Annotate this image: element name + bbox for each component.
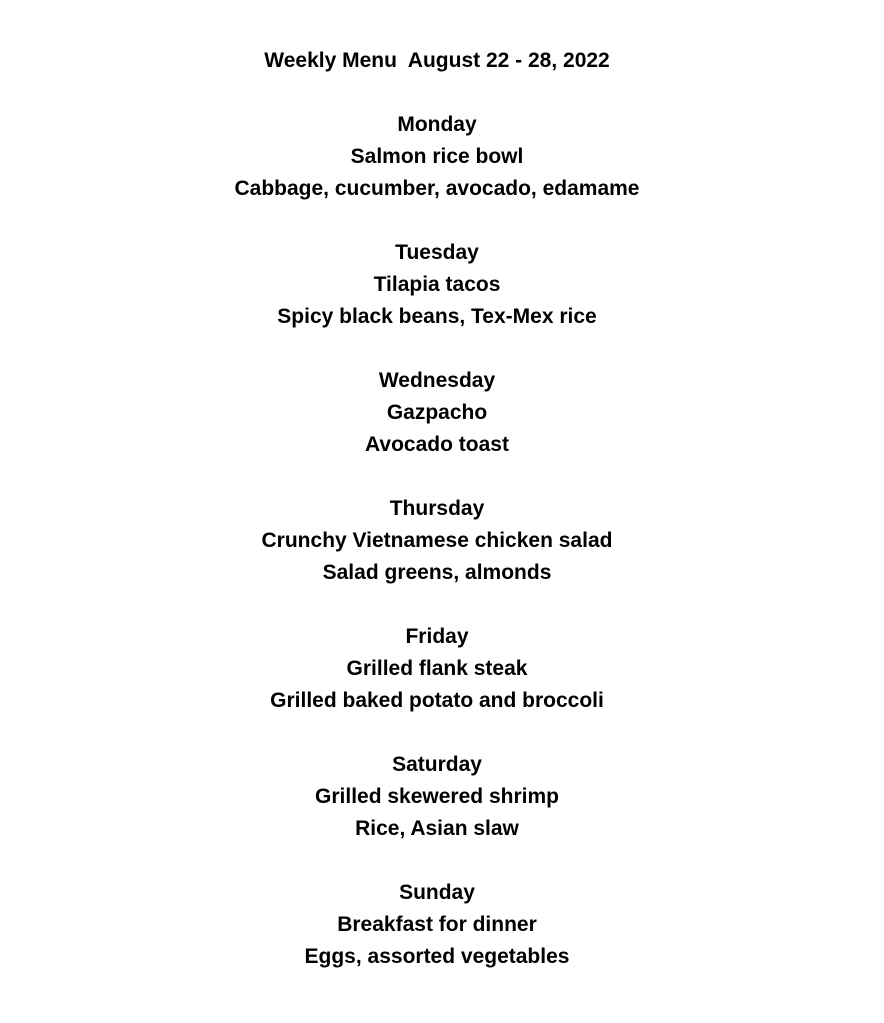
- day-block-saturday: [0, 749, 874, 845]
- day-block-friday: [0, 621, 874, 717]
- day-block-thursday: [0, 493, 874, 589]
- day-block-sunday: [0, 877, 874, 973]
- day-block-tuesday: [0, 237, 874, 333]
- day-name: Thursday: [389, 497, 485, 520]
- menu-title: Weekly Menu August 22 - 28, 2022: [264, 49, 610, 72]
- main-dish: Salmon rice bowl: [350, 145, 524, 168]
- weekly-menu: [0, 45, 874, 973]
- day-name: Saturday: [392, 753, 482, 776]
- main-dish: Grilled flank steak: [346, 657, 528, 680]
- side-dishes: Grilled baked potato and broccoli: [270, 689, 604, 712]
- main-dish: Gazpacho: [386, 401, 488, 424]
- day-name: Sunday: [399, 881, 475, 904]
- side-dishes: Avocado toast: [365, 433, 509, 456]
- day-name: Monday: [397, 113, 477, 136]
- day-name: Wednesday: [378, 369, 496, 392]
- main-dish: Breakfast for dinner: [337, 913, 537, 936]
- day-name: Tuesday: [395, 241, 479, 264]
- main-dish: Crunchy Vietnamese chicken salad: [261, 529, 613, 552]
- day-block-wednesday: [0, 365, 874, 461]
- day-name: Friday: [405, 625, 469, 648]
- side-dishes: Salad greens, almonds: [322, 561, 552, 584]
- side-dishes: Spicy black beans, Tex-Mex rice: [277, 305, 597, 328]
- main-dish: Grilled skewered shrimp: [315, 785, 559, 808]
- side-dishes: Cabbage, cucumber, avocado, edamame: [234, 177, 640, 200]
- main-dish: Tilapia tacos: [373, 273, 501, 296]
- day-block-monday: [0, 109, 874, 205]
- side-dishes: Eggs, assorted vegetables: [304, 945, 570, 968]
- side-dishes: Rice, Asian slaw: [355, 817, 519, 840]
